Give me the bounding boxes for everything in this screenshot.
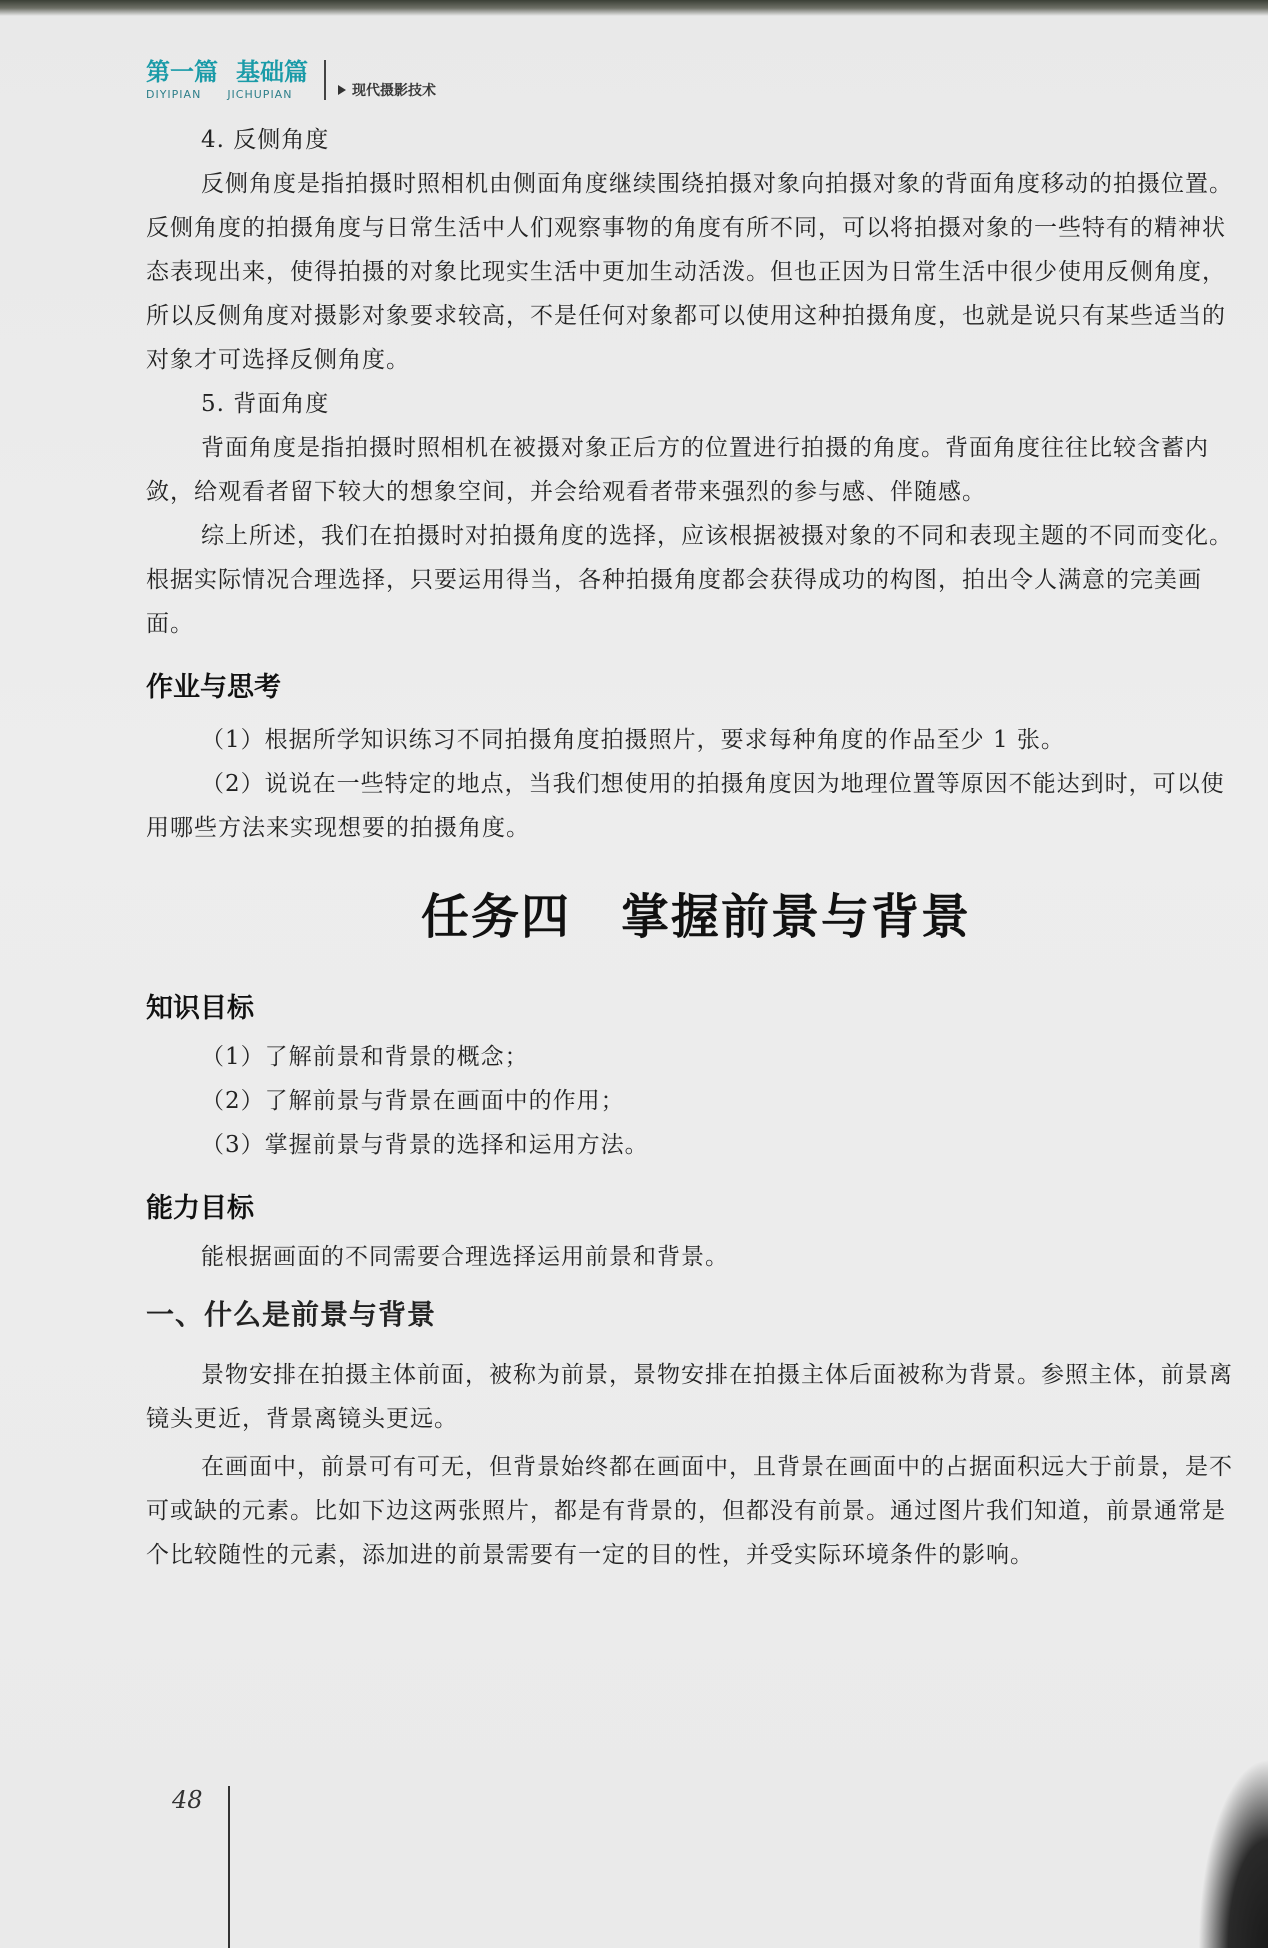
ability-heading: 能力目标 [146, 1193, 254, 1224]
section-pinyin-text: JICHUPIAN [227, 88, 293, 101]
knowledge-heading: 知识目标 [146, 993, 254, 1024]
part-pinyin-text: DIYIPIAN [146, 88, 202, 101]
homework-heading: 作业与思考 [146, 672, 281, 703]
sec4-paragraph: 反侧角度是指拍摄时照相机由侧面角度继续围绕拍摄对象向拍摄对象的背面角度移动的拍摄位置。反侧角度的拍摄角度与日常生活中人们观察事物的角度有所不同，可以将拍摄对象的一些特有的精神状态表现出来，使得拍摄的对象比现实生活中更加生动活泼。但也正因为日常生活中很少使用反侧角度，所以反侧角度对摄影对象要求较高，不是任何对象都可以使用这种拍摄角度，也就是说只有某些适当的对象才可选择反侧角度。 [146, 171, 1233, 373]
top-edge-shadow [0, 0, 1268, 16]
sec5-paragraph: 背面角度是指拍摄时照相机在被摄对象正后方的位置进行拍摄的角度。背面角度往往比较含蓄内敛，给观看者留下较大的想象空间，并会给观看者带来强烈的参与感、伴随感。 [146, 435, 1209, 505]
ability-text: 能根据画面的不同需要合理选择运用前景和背景。 [201, 1244, 729, 1270]
page-footer [172, 1786, 203, 1814]
play-arrow-icon [338, 85, 346, 95]
book-title: 现代摄影技术 [352, 83, 436, 99]
page-content [146, 118, 1246, 1577]
part-title: 第一篇 [146, 58, 218, 86]
task-title [146, 878, 1246, 947]
knowledge-item: （2）了解前景与背景在画面中的作用； [201, 1088, 625, 1114]
section1-paragraph-2: 在画面中，前景可有可无，但背景始终都在画面中，且背景在画面中的占据面积远大于前景，是不可或缺的元素。比如下边这两张照片，都是有背景的，但都没有前景。通过图片我们知道，前景通常是个比较随性的元素，添加进的前景需要有一定的目的性，并受实际环境条件的影响。 [146, 1454, 1233, 1568]
knowledge-item: （3）掌握前景与背景的选择和运用方法。 [201, 1132, 649, 1158]
sec5-heading: 5. 背面角度 [201, 391, 330, 417]
footer-rule [228, 1786, 230, 1948]
summary-paragraph: 综上所述，我们在拍摄时对拍摄角度的选择，应该根据被摄对象的不同和表现主题的不同而变化。根据实际情况合理选择，只要运用得当，各种拍摄角度都会获得成功的构图，拍出令人满意的完美画面。 [146, 523, 1233, 637]
part-pinyin [146, 88, 308, 101]
task-title-number: 任务四 [420, 889, 571, 945]
knowledge-item: （1）了解前景和背景的概念； [201, 1044, 529, 1070]
running-header [146, 58, 436, 106]
sec4-heading: 4. 反侧角度 [201, 127, 330, 153]
homework-item-1: （1）根据所学知识练习不同拍摄角度拍摄照片，要求每种角度的作品至少 1 张。 [201, 727, 1065, 753]
page-number: 48 [172, 1786, 203, 1814]
homework-item-2: （2）说说在一些特定的地点，当我们想使用的拍摄角度因为地理位置等原因不能达到时，可以使用哪些方法来实现想要的拍摄角度。 [146, 771, 1225, 841]
book-title-label [338, 80, 436, 100]
part-titles [146, 58, 308, 86]
section1-paragraph-1: 景物安排在拍摄主体前面，被称为前景，景物安排在拍摄主体后面被称为背景。参照主体，前景离镜头更近，背景离镜头更远。 [146, 1362, 1233, 1432]
header-divider [324, 60, 326, 100]
section1-heading: 一、什么是前景与背景 [146, 1298, 437, 1331]
part-brand [146, 58, 308, 101]
corner-shadow [1198, 1758, 1268, 1948]
section-title: 基础篇 [236, 58, 308, 86]
task-title-name: 掌握前景与背景 [621, 889, 972, 945]
